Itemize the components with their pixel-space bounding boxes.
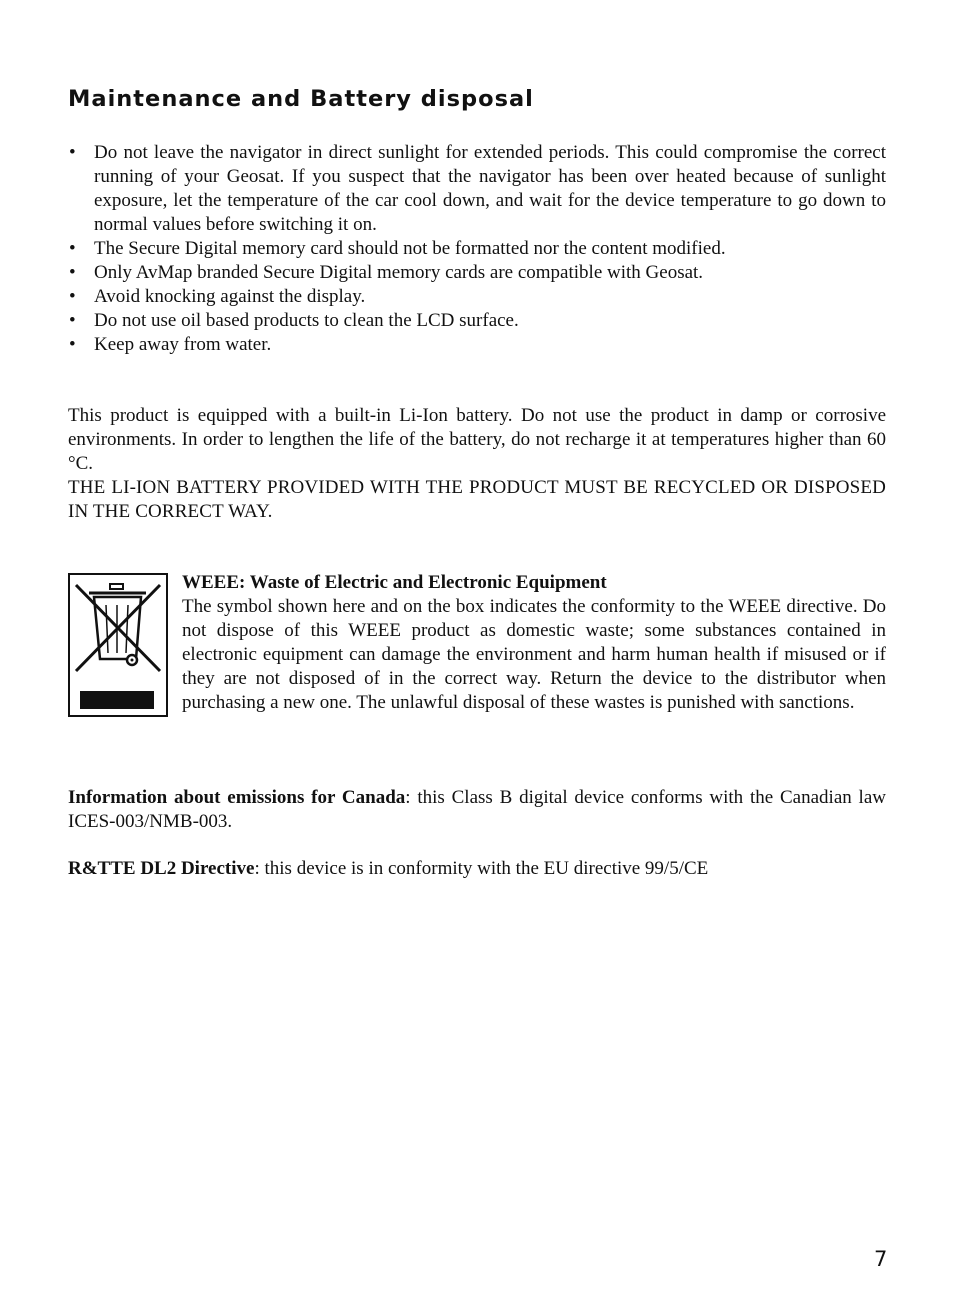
bullet-icon: •	[69, 286, 76, 307]
list-item-text: Do not leave the navigator in direct sunlight for extended periods. This could compromise the correct running of your Geosat. If you suspect that the navigator has been over heated because of sunlight exposure, let the temperature of the car cool down, and wait for the device temperature to go down to normal values before switching it on.	[94, 142, 886, 235]
list-item	[68, 285, 886, 309]
maintenance-list	[68, 141, 886, 357]
list-item-text: Do not use oil based products to clean the LCD surface.	[94, 310, 519, 331]
list-item-text: Keep away from water.	[94, 334, 272, 355]
weee-paragraph: The symbol shown here and on the box indicates the conformity to the WEEE directive. Do not dispose of this WEEE product as domestic waste; some substances contained in electronic equipment can damage the environment and harm human health if misused or if they are not disposed of in the correct way. Return the device to the distributor when purchasing a new one. The unlawful disposal of these wastes is punished with sanctions.	[182, 596, 886, 713]
bullet-icon: •	[69, 238, 76, 259]
bullet-icon: •	[69, 142, 76, 163]
battery-paragraph: This product is equipped with a built-in Li-Ion battery. Do not use the product in damp or corrosive environments. In order to lengthen the life of the battery, do not recharge it at temperatures higher than 60 °C.	[68, 405, 886, 474]
weee-bin-icon	[68, 573, 168, 717]
canada-text: : this Class B digital device conforms with the Canadian law ICES-003/NMB-003.	[68, 787, 886, 832]
battery-warning: THE LI-ION BATTERY PROVIDED WITH THE PRODUCT MUST BE RECYCLED OR DISPOSED IN THE CORRECT WAY.	[68, 477, 886, 522]
bullet-icon: •	[69, 310, 76, 331]
list-item	[68, 261, 886, 285]
bullet-icon: •	[69, 334, 76, 355]
list-item-text: Avoid knocking against the display.	[94, 286, 366, 307]
rtte-label: R&TTE DL2 Directive	[68, 858, 255, 879]
weee-heading: WEEE: Waste of Electric and Electronic Equipment	[182, 572, 607, 593]
canada-emissions-notice	[68, 786, 886, 834]
rtte-directive-notice	[68, 857, 886, 881]
weee-section	[182, 571, 886, 715]
page-title: Maintenance and Battery disposal	[68, 86, 534, 112]
canada-label: Information about emissions for Canada	[68, 787, 406, 808]
bullet-icon: •	[69, 262, 76, 283]
list-item	[68, 309, 886, 333]
list-item	[68, 237, 886, 261]
list-item	[68, 141, 886, 237]
battery-section	[68, 404, 886, 524]
list-item	[68, 333, 886, 357]
rtte-text: : this device is in conformity with the EU directive 99/5/CE	[254, 858, 709, 879]
page-number: 7	[874, 1247, 888, 1271]
list-item-text: Only AvMap branded Secure Digital memory cards are compatible with Geosat.	[94, 262, 704, 283]
list-item-text: The Secure Digital memory card should not be formatted nor the content modified.	[94, 238, 726, 259]
